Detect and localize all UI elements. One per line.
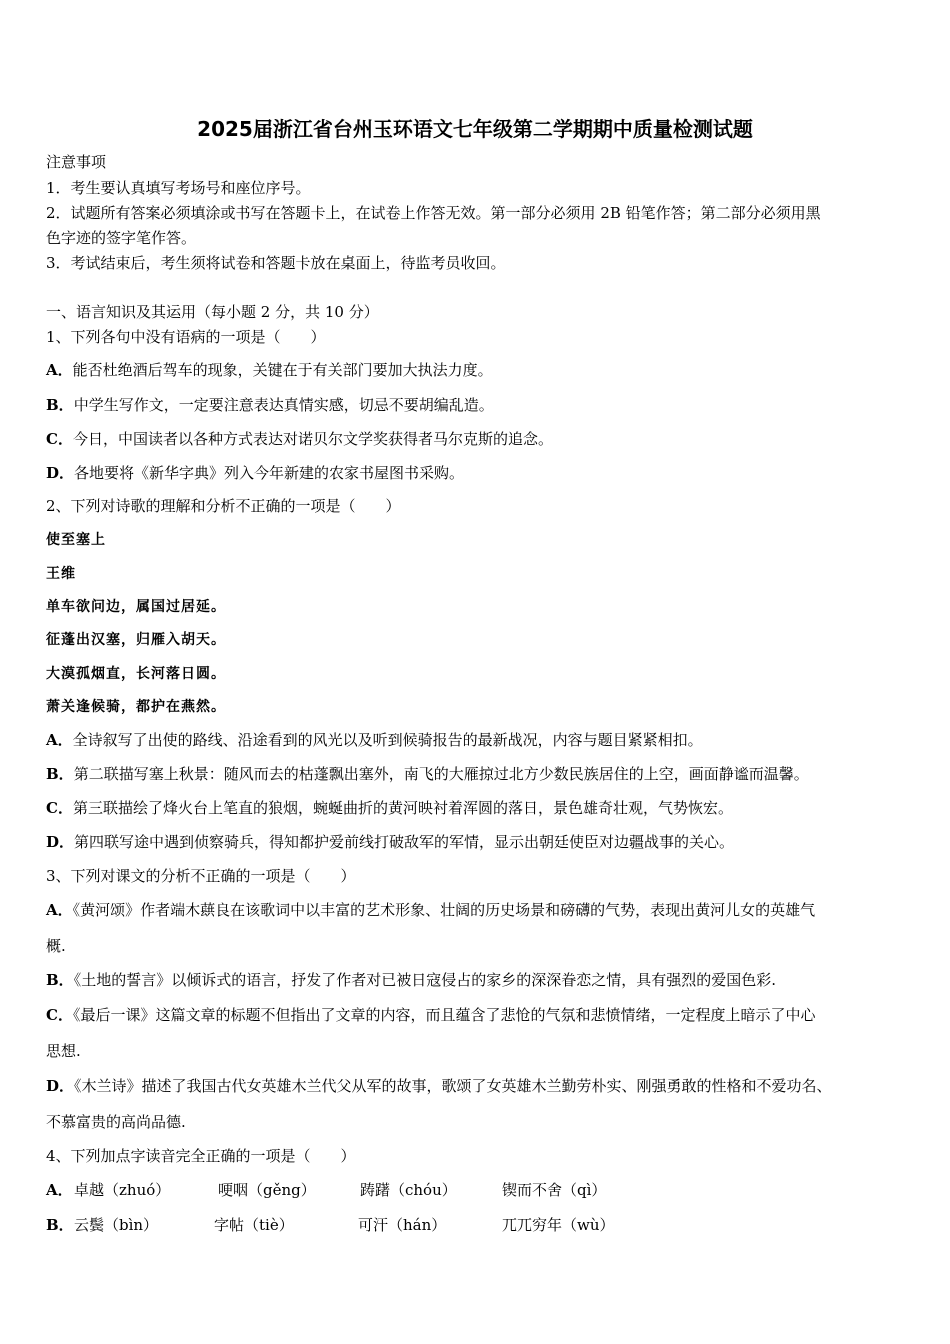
- option-b: [46, 970, 776, 990]
- poem-line: 征蓬出汉塞，归雁入胡天。: [46, 632, 226, 648]
- question-stem: 3、下列对课文的分析不正确的一项是（ ）: [46, 867, 356, 885]
- option-text: 能否杜绝酒后驾车的现象，关键在于有关部门要加大执法力度。: [72, 361, 493, 379]
- notice-item: 1．考生要认真填写考场号和座位序号。: [46, 179, 311, 197]
- question-stem: 1、下列各句中没有语病的一项是（ ）: [46, 328, 326, 346]
- pinyin-item: 可汗（hán）: [358, 1216, 447, 1234]
- option-d: [46, 463, 464, 483]
- option-a: [46, 900, 815, 920]
- pinyin-item: 云鬓（bìn）: [74, 1216, 159, 1234]
- poem-line: 大漠孤烟直，长河落日圆。: [46, 666, 226, 682]
- notice-item: 色字迹的签字笔作答。: [46, 229, 197, 247]
- option-text: 《最后一课》这篇文章的标题不但指出了文章的内容，而且蕴含了悲怆的气氛和悲愤情绪，一定程度上暗示了中心: [72, 1006, 816, 1024]
- option-a-label: A．: [46, 1181, 73, 1199]
- pinyin-item: 锲而不舍（qì）: [502, 1181, 607, 1199]
- option-c: [46, 1005, 815, 1025]
- question-stem: 4、下列加点字读音完全正确的一项是（ ）: [46, 1147, 356, 1165]
- option-text: 第四联写途中遇到侦察骑兵，得知都护爱前线打破敌军的军情，显示出朝廷使臣对边疆战事的关心。: [74, 833, 735, 851]
- pinyin-item: 兀兀穷年（wù）: [502, 1216, 615, 1234]
- option-label: A．: [46, 901, 73, 919]
- option-text: 今日，中国读者以各种方式表达对诺贝尔文学奖获得者马尔克斯的追念。: [72, 430, 553, 448]
- option-d: [46, 1076, 832, 1096]
- option-c: [46, 429, 553, 449]
- option-d-continued: 不慕富贵的高尚品德.: [46, 1113, 186, 1131]
- option-text: 全诗叙写了出使的路线、沿途看到的风光以及听到候骑报告的最新战况，内容与题目紧紧相扣。: [72, 731, 703, 749]
- question-stem: 2、下列对诗歌的理解和分析不正确的一项是（ ）: [46, 497, 401, 515]
- option-b: [46, 395, 494, 415]
- option-c-continued: 思想.: [46, 1042, 81, 1060]
- option-label: C．: [46, 430, 73, 448]
- option-label: D．: [46, 833, 75, 851]
- option-label: D．: [46, 464, 75, 482]
- option-text: 《黄河颂》作者端木蕻良在该歌词中以丰富的艺术形象、壮阔的历史场景和磅礴的气势，表现出黄河儿女的英雄气: [72, 901, 816, 919]
- option-text: 《土地的誓言》以倾诉式的语言，抒发了作者对已被日寇侵占的家乡的深深眷恋之情，具有强烈的爱国色彩.: [73, 971, 776, 989]
- section-heading: 一、语言知识及其运用（每小题 2 分，共 10 分）: [46, 303, 379, 321]
- option-d: [46, 832, 734, 852]
- option-c: [46, 798, 733, 818]
- poem-title: 使至塞上: [46, 532, 106, 548]
- option-label: B．: [46, 971, 74, 989]
- option-label: A．: [46, 361, 73, 379]
- option-text: 第三联描绘了烽火台上笔直的狼烟，蜿蜒曲折的黄河映衬着浑圆的落日，景色雄奇壮观，气势恢宏。: [72, 799, 733, 817]
- option-a: [46, 360, 493, 380]
- page-title: 2025届浙江省台州玉环语文七年级第二学期期中质量检测试题: [197, 117, 753, 141]
- pinyin-item: 字帖（tiè）: [214, 1216, 294, 1234]
- notice-heading: 注意事项: [46, 153, 107, 171]
- option-text: 各地要将《新华字典》列入今年新建的农家书屋图书采购。: [74, 464, 465, 482]
- option-a: [46, 730, 703, 750]
- notice-item: 3．考试结束后，考生须将试卷和答题卡放在桌面上，待监考员收回。: [46, 254, 506, 272]
- option-label: D．: [46, 1077, 75, 1095]
- option-text: 第二联描写塞上秋景：随风而去的枯蓬飘出塞外，南飞的大雁掠过北方少数民族居住的上空，画面静谧而温馨。: [73, 765, 809, 783]
- option-label: A．: [46, 731, 73, 749]
- option-text: 《木兰诗》描述了我国古代女英雄木兰代父从军的故事，歌颂了女英雄木兰勤劳朴实、刚强勇敢的性格和不爱功名、: [74, 1077, 832, 1095]
- notice-item: 2．试题所有答案必须填涂或书写在答题卡上，在试卷上作答无效。第一部分必须用 2B 铅笔作答；第二部分必须用黑: [46, 204, 821, 222]
- option-text: 中学生写作文，一定要注意表达真情实感，切忌不要胡编乱造。: [73, 396, 494, 414]
- pinyin-item: 卓越（zhuó）: [74, 1181, 171, 1199]
- option-a-continued: 概.: [46, 937, 66, 955]
- option-label: C．: [46, 799, 73, 817]
- option-b-label: B．: [46, 1216, 74, 1234]
- poem-author: 王维: [46, 566, 76, 582]
- poem-line: 单车欲问边，属国过居延。: [46, 599, 226, 615]
- pinyin-item: 哽咽（gěng）: [218, 1181, 316, 1199]
- option-label: B．: [46, 396, 74, 414]
- pinyin-item: 踌躇（chóu）: [360, 1181, 457, 1199]
- option-label: B．: [46, 765, 74, 783]
- option-b: [46, 764, 809, 784]
- poem-line: 萧关逢候骑，都护在燕然。: [46, 699, 226, 715]
- option-label: C．: [46, 1006, 73, 1024]
